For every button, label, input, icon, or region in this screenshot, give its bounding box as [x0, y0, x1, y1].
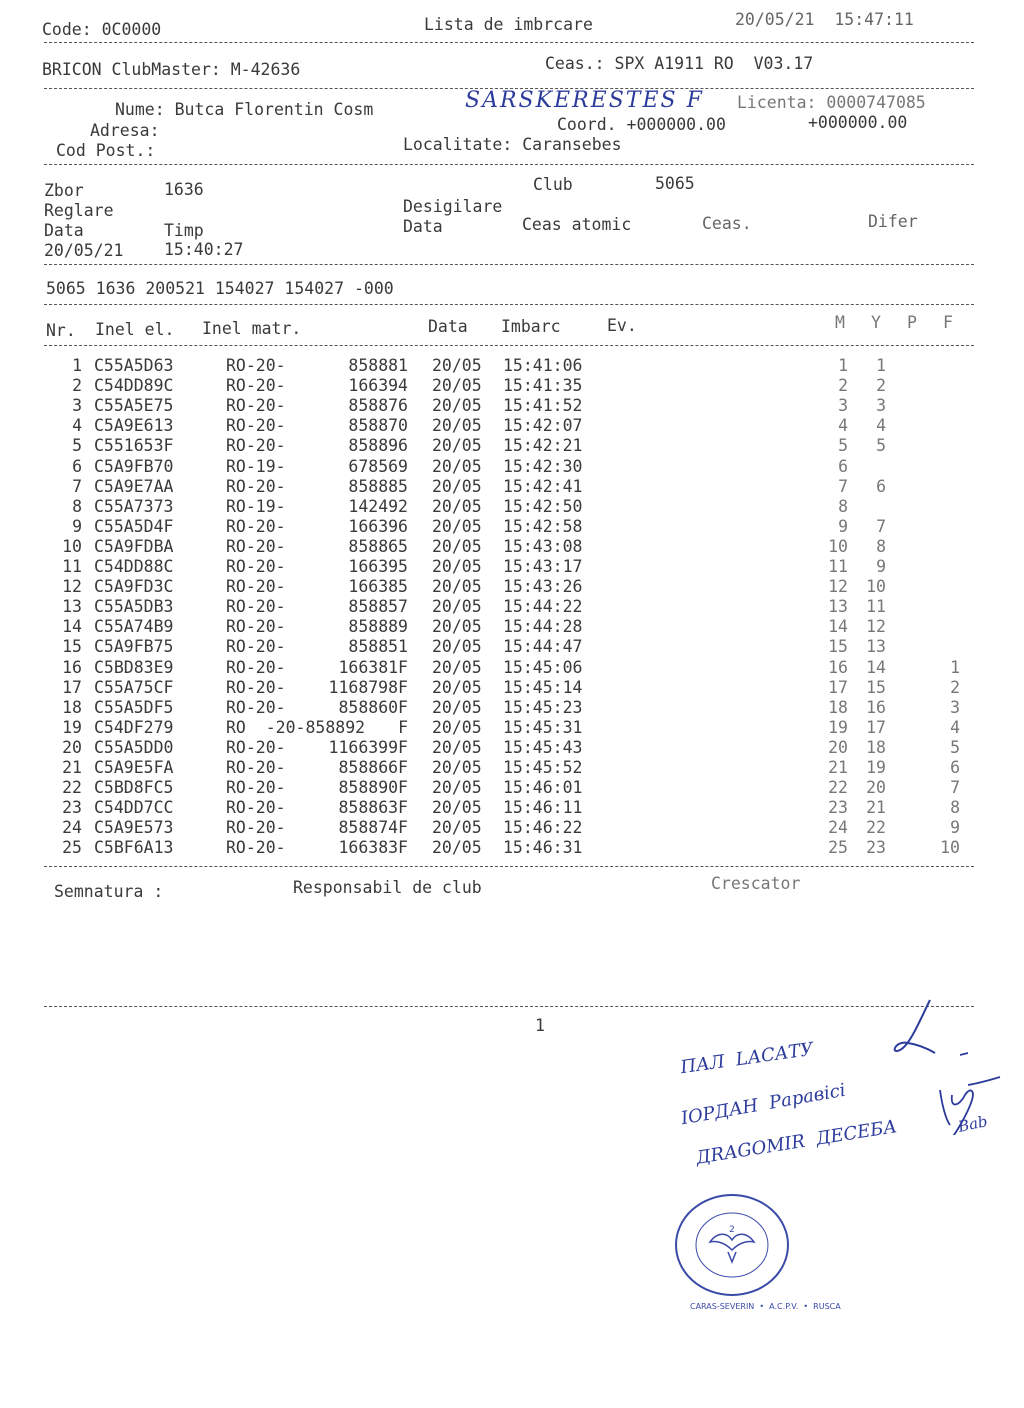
cell-time: 15:45:06 [503, 657, 583, 677]
cell-y: 18 [866, 737, 886, 757]
table-row [0, 778, 1024, 798]
cell-y: 6 [876, 476, 886, 496]
cell-ring-prefix: RO-20- [226, 818, 286, 838]
cell-m: 21 [828, 758, 848, 777]
cell-ring-prefix: RO-20- [226, 597, 286, 617]
cell-y: 19 [866, 758, 886, 777]
col-ev: Ev. [607, 316, 637, 335]
cell-y: 7 [876, 516, 886, 536]
coordinate-2: +000000.00 [808, 113, 908, 132]
cell-nr: 5 [72, 436, 82, 456]
cell-m: 19 [828, 717, 848, 737]
cell-y: 15 [866, 677, 886, 697]
cell-date: 20/05 [432, 677, 482, 697]
cell-ring-number: 858881 [348, 356, 408, 375]
cell-ring-number: 166385 [348, 577, 408, 597]
cell-m: 8 [838, 496, 848, 516]
col-nr: Nr. [46, 321, 76, 340]
cell-f: 1 [950, 657, 960, 677]
cell-inel-el: C55A5D63 [94, 356, 174, 375]
cell-y: 22 [866, 818, 886, 838]
separator [44, 42, 974, 43]
cell-ring-number: F [398, 717, 408, 737]
cell-nr: 21 [62, 758, 82, 777]
col-f: F [943, 313, 953, 332]
cell-f: 2 [950, 677, 960, 697]
table-row [0, 436, 1024, 456]
cell-time: 15:41:52 [503, 396, 583, 416]
signature-scribbles [880, 995, 1020, 1135]
cell-ring-number: 858851 [348, 637, 408, 657]
cell-nr: 12 [62, 577, 82, 597]
table-row [0, 557, 1024, 577]
cell-time: 15:44:47 [503, 637, 583, 657]
cell-f: 4 [950, 717, 960, 737]
table-row [0, 416, 1024, 436]
cell-inel-el: C54DD7CC [94, 798, 174, 818]
cell-nr: 18 [62, 697, 82, 717]
col-m: M [835, 313, 845, 332]
cell-f: 5 [950, 737, 960, 757]
table-row [0, 637, 1024, 657]
cell-ring-prefix: RO-20- [226, 637, 286, 657]
cell-time: 15:42:50 [503, 496, 583, 516]
cell-ring-prefix: RO-20- [226, 577, 286, 597]
cell-inel-el: C5BD83E9 [94, 657, 174, 677]
desigilare-data-label: Data [403, 217, 443, 236]
cell-m: 18 [828, 697, 848, 717]
cell-date: 20/05 [432, 697, 482, 717]
ceas-atomic-label: Ceas atomic [522, 215, 632, 234]
col-p: P [907, 313, 917, 332]
handwritten-name-1: ПАЛ LАСАТУ [679, 1038, 815, 1079]
club-responsible-label: Responsabil de club [293, 878, 482, 897]
reglare-time: 15:40:27 [164, 240, 244, 259]
clock-info: Ceas.: SPX A1911 RO V03.17 [545, 54, 814, 73]
table-row [0, 537, 1024, 557]
table-row [0, 396, 1024, 416]
cell-nr: 1 [72, 356, 82, 375]
print-datetime: 20/05/21 15:47:11 [735, 10, 914, 29]
cell-date: 20/05 [432, 758, 482, 777]
cell-m: 22 [828, 778, 848, 798]
cell-date: 20/05 [432, 416, 482, 436]
cell-time: 15:41:35 [503, 376, 583, 396]
cell-inel-el: C5A9FD3C [94, 577, 174, 597]
cell-date: 20/05 [432, 516, 482, 536]
cell-nr: 4 [72, 416, 82, 436]
cell-ring-prefix: RO-19- [226, 496, 286, 516]
cell-m: 16 [828, 657, 848, 677]
cell-date: 20/05 [432, 536, 482, 556]
col-y: Y [871, 313, 881, 332]
cell-y: 23 [866, 838, 886, 858]
cell-ring-prefix: RO-20- [226, 356, 286, 375]
table-row [0, 658, 1024, 678]
club-stamp [672, 1190, 796, 1300]
cell-inel-el: C5A9E573 [94, 818, 174, 838]
cell-ring-number: 858896 [348, 436, 408, 456]
cell-nr: 8 [72, 496, 82, 516]
cell-time: 15:44:28 [503, 617, 583, 637]
table-row [0, 597, 1024, 617]
cell-ring-number: 142492 [348, 496, 408, 516]
separator [44, 264, 974, 265]
table-row [0, 798, 1024, 818]
cell-nr: 14 [62, 617, 82, 637]
handwritten-location: SARSKERESTES F [465, 88, 704, 113]
ceas-label: Ceas. [702, 214, 752, 233]
cell-ring-number: 858863F [338, 798, 408, 818]
cell-ring-number: 1166399F [328, 737, 408, 757]
handwritten-side-note: Bab [956, 1112, 990, 1136]
cell-nr: 25 [62, 838, 82, 858]
cell-m: 3 [838, 396, 848, 416]
cell-f: 3 [950, 697, 960, 717]
cell-y: 13 [866, 637, 886, 657]
cell-ring-number: 678569 [348, 456, 408, 476]
cell-inel-el: C55A5E75 [94, 396, 174, 416]
owner-name: Nume: Butca Florentin Cosm [115, 100, 374, 119]
cell-m: 6 [838, 456, 848, 476]
cell-date: 20/05 [432, 597, 482, 617]
cell-ring-prefix: RO-20- [226, 737, 286, 757]
cell-time: 15:46:11 [503, 798, 583, 818]
address-label: Adresa: [90, 121, 160, 140]
cell-ring-number: 1168798F [328, 677, 408, 697]
cell-date: 20/05 [432, 717, 482, 737]
cell-m: 13 [828, 597, 848, 617]
cell-date: 20/05 [432, 456, 482, 476]
cell-y: 11 [866, 597, 886, 617]
table-row [0, 517, 1024, 537]
cell-ring-number: 166396 [348, 516, 408, 536]
cell-nr: 23 [62, 798, 82, 818]
postal-code-label: Cod Post.: [56, 141, 156, 160]
cell-nr: 7 [72, 476, 82, 496]
cell-date: 20/05 [432, 737, 482, 757]
cell-inel-el: C55A5DF5 [94, 697, 174, 717]
col-imbarc: Imbarc [501, 317, 561, 336]
cell-ring-number: 858870 [348, 416, 408, 436]
cell-ring-prefix: RO-20- [226, 677, 286, 697]
cell-ring-number: 166395 [348, 557, 408, 576]
separator [44, 866, 974, 867]
cell-f: 9 [950, 818, 960, 838]
license-number: Licenta: 0000747085 [737, 93, 926, 112]
cell-nr: 15 [62, 637, 82, 657]
zbor-label: Zbor [44, 181, 84, 200]
cell-m: 23 [828, 798, 848, 818]
cell-y: 10 [866, 577, 886, 597]
cell-ring-number: 858865 [348, 536, 408, 556]
timp-label: Timp [164, 221, 204, 240]
cell-y: 5 [876, 436, 886, 456]
cell-inel-el: C5BF6A13 [94, 838, 174, 858]
cell-y: 9 [876, 557, 886, 576]
cell-time: 15:46:01 [503, 778, 583, 798]
table-row [0, 758, 1024, 778]
cell-y: 8 [876, 536, 886, 556]
cell-nr: 9 [72, 516, 82, 536]
cell-ring-prefix: RO-20- [226, 697, 286, 717]
handwritten-name-3: ДRАGOMІR ДЕСЕБА [694, 1116, 899, 1169]
cell-m: 20 [828, 737, 848, 757]
cell-y: 14 [866, 657, 886, 677]
cell-m: 17 [828, 677, 848, 697]
cell-inel-el: C5A9E7AA [94, 476, 174, 496]
cell-time: 15:42:41 [503, 476, 583, 496]
cell-nr: 16 [62, 657, 82, 677]
cell-inel-el: C55A7373 [94, 496, 174, 516]
cell-y: 4 [876, 416, 886, 436]
cell-inel-el: C54DD88C [94, 557, 174, 576]
cell-date: 20/05 [432, 838, 482, 858]
cell-date: 20/05 [432, 356, 482, 375]
cell-time: 15:45:52 [503, 758, 583, 777]
cell-ring-number: 858885 [348, 476, 408, 496]
club-value: 5065 [655, 174, 695, 193]
table-row [0, 477, 1024, 497]
table-row [0, 577, 1024, 597]
cell-m: 1 [838, 356, 848, 375]
cell-time: 15:43:26 [503, 577, 583, 597]
cell-date: 20/05 [432, 818, 482, 838]
cell-inel-el: C54DD89C [94, 376, 174, 396]
cell-nr: 10 [62, 536, 82, 556]
table-row [0, 376, 1024, 396]
cell-ring-prefix: RO-20- [226, 778, 286, 798]
cell-f: 7 [950, 778, 960, 798]
cell-nr: 17 [62, 677, 82, 697]
cell-m: 10 [828, 536, 848, 556]
cell-inel-el: C551653F [94, 436, 174, 456]
cell-ring-prefix: RO-20- [226, 657, 286, 677]
cell-time: 15:45:23 [503, 697, 583, 717]
reglare-date: 20/05/21 [44, 241, 124, 260]
cell-nr: 19 [62, 717, 82, 737]
cell-y: 21 [866, 798, 886, 818]
table-row [0, 718, 1024, 738]
cell-ring-prefix: RO-20- [226, 617, 286, 637]
cell-ring-number: 858890F [338, 778, 408, 798]
cell-time: 15:42:21 [503, 436, 583, 456]
table-row [0, 838, 1024, 858]
separator [44, 164, 974, 165]
cell-date: 20/05 [432, 376, 482, 396]
cell-ring-prefix: RO-20- [226, 798, 286, 818]
cell-nr: 3 [72, 396, 82, 416]
cell-y: 16 [866, 697, 886, 717]
cell-ring-prefix: RO-20- [226, 476, 286, 496]
stamp-text: CARAS-SEVERIN • A.C.P.V. • RUSCA [690, 1302, 841, 1311]
table-row [0, 497, 1024, 517]
cell-m: 11 [828, 557, 848, 576]
coordinate-1: Coord. +000000.00 [557, 115, 726, 134]
cell-f: 10 [940, 838, 960, 858]
cell-inel-el: C55A5DD0 [94, 737, 174, 757]
document-title: Lista de imbrcare [424, 15, 593, 34]
table-row [0, 738, 1024, 758]
cell-date: 20/05 [432, 617, 482, 637]
cell-nr: 22 [62, 778, 82, 798]
cell-nr: 13 [62, 597, 82, 617]
club-label: Club [533, 175, 573, 194]
cell-y: 2 [876, 376, 886, 396]
cell-time: 15:46:22 [503, 818, 583, 838]
cell-time: 15:45:14 [503, 677, 583, 697]
cell-time: 15:42:07 [503, 416, 583, 436]
table-row [0, 617, 1024, 637]
cell-f: 8 [950, 798, 960, 818]
cell-nr: 2 [72, 376, 82, 396]
cell-m: 15 [828, 637, 848, 657]
separator [44, 1006, 974, 1007]
cell-time: 15:42:30 [503, 456, 583, 476]
cell-time: 15:41:06 [503, 356, 583, 375]
cell-ring-prefix: RO-20- [226, 516, 286, 536]
cell-inel-el: C5A9FDBA [94, 536, 174, 556]
col-data: Data [428, 317, 468, 336]
cell-date: 20/05 [432, 436, 482, 456]
cell-ring-number: 858857 [348, 597, 408, 617]
cell-y: 12 [866, 617, 886, 637]
cell-inel-el: C5A9FB70 [94, 456, 174, 476]
cell-m: 14 [828, 617, 848, 637]
table-row [0, 818, 1024, 838]
cell-f: 6 [950, 758, 960, 777]
data-label: Data [44, 221, 84, 240]
cell-inel-el: C55A5D4F [94, 516, 174, 536]
cell-inel-el: C5A9FB75 [94, 637, 174, 657]
cell-inel-el: C5BD8FC5 [94, 778, 174, 798]
breeder-label: Crescator [711, 874, 801, 893]
cell-date: 20/05 [432, 637, 482, 657]
cell-ring-number: 858866F [338, 758, 408, 777]
cell-ring-prefix: RO-20- [226, 536, 286, 556]
cell-ring-number: 858889 [348, 617, 408, 637]
cell-y: 3 [876, 396, 886, 416]
cell-m: 7 [838, 476, 848, 496]
cell-inel-el: C55A74B9 [94, 617, 174, 637]
cell-y: 17 [866, 717, 886, 737]
cell-time: 15:42:58 [503, 516, 583, 536]
cell-ring-prefix: RO-20- [226, 758, 286, 777]
cell-time: 15:43:17 [503, 557, 583, 576]
cell-inel-el: C55A5DB3 [94, 597, 174, 617]
cell-y: 20 [866, 778, 886, 798]
cell-time: 15:45:31 [503, 717, 583, 737]
cell-m: 2 [838, 376, 848, 396]
handwritten-name-2: ІОРДАН Раравісі [679, 1079, 848, 1130]
cell-date: 20/05 [432, 396, 482, 416]
cell-y: 1 [876, 356, 886, 375]
col-inel-matr: Inel matr. [202, 319, 302, 338]
table-row [0, 698, 1024, 718]
cell-m: 25 [828, 838, 848, 858]
cell-ring-prefix: RO-20- [226, 838, 286, 858]
cell-ring-prefix: RO-20- [226, 436, 286, 456]
cell-ring-prefix: RO-20- [226, 376, 286, 396]
cell-date: 20/05 [432, 496, 482, 516]
cell-ring-prefix: RO-19- [226, 456, 286, 476]
signature-label: Semnatura : [54, 882, 164, 901]
cell-time: 15:46:31 [503, 838, 583, 858]
locality: Localitate: Caransebes [403, 135, 622, 154]
cell-ring-number: 858874F [338, 818, 408, 838]
cell-ring-number: 858876 [348, 396, 408, 416]
cell-time: 15:45:43 [503, 737, 583, 757]
cell-ring-number: 858860F [338, 697, 408, 717]
desigilare-label: Desigilare [403, 197, 503, 216]
cell-date: 20/05 [432, 778, 482, 798]
cell-date: 20/05 [432, 557, 482, 576]
code-line: 5065 1636 200521 154027 154027 -000 [46, 279, 394, 298]
stamp-number: 2 [729, 1225, 735, 1235]
cell-inel-el: C55A75CF [94, 677, 174, 697]
cell-m: 9 [838, 516, 848, 536]
cell-ring-number: 166394 [348, 376, 408, 396]
cell-date: 20/05 [432, 577, 482, 597]
reglare-label: Reglare [44, 201, 114, 220]
cell-ring-number: 166381F [338, 657, 408, 677]
cell-nr: 20 [62, 737, 82, 757]
code-label: Code: 0C0000 [42, 20, 162, 39]
cell-time: 15:43:08 [503, 536, 583, 556]
cell-m: 12 [828, 577, 848, 597]
separator [44, 345, 974, 346]
zbor-value: 1636 [164, 180, 204, 199]
cell-nr: 11 [62, 557, 82, 576]
page-number: 1 [535, 1016, 545, 1035]
cell-ring-prefix: RO-20- [226, 396, 286, 416]
cell-ring-prefix: RO -20-858892 [226, 717, 366, 737]
cell-nr: 24 [62, 818, 82, 838]
cell-date: 20/05 [432, 798, 482, 818]
cell-inel-el: C5A9E5FA [94, 758, 174, 777]
cell-date: 20/05 [432, 657, 482, 677]
cell-inel-el: C5A9E613 [94, 416, 174, 436]
cell-ring-prefix: RO-20- [226, 557, 286, 576]
cell-nr: 6 [72, 456, 82, 476]
cell-time: 15:44:22 [503, 597, 583, 617]
col-inel-el: Inel el. [95, 320, 175, 339]
software-version: BRICON ClubMaster: M-42636 [42, 60, 301, 79]
cell-ring-prefix: RO-20- [226, 416, 286, 436]
cell-ring-number: 166383F [338, 838, 408, 858]
cell-m: 5 [838, 436, 848, 456]
table-row [0, 356, 1024, 376]
cell-date: 20/05 [432, 476, 482, 496]
separator [44, 304, 974, 305]
cell-m: 24 [828, 818, 848, 838]
cell-m: 4 [838, 416, 848, 436]
difer-label: Difer [868, 212, 918, 231]
cell-inel-el: C54DF279 [94, 717, 174, 737]
table-row [0, 457, 1024, 477]
table-row [0, 678, 1024, 698]
